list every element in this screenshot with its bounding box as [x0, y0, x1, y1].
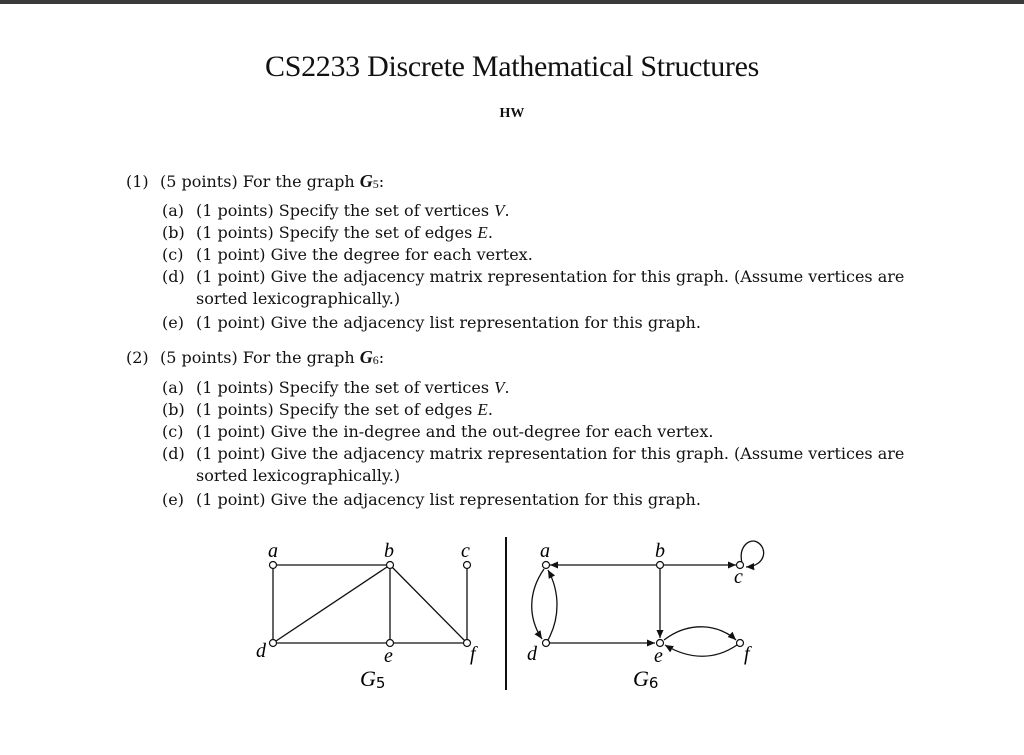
- g5-vertex-label: f: [470, 643, 476, 665]
- list-item: (c) (1 point) Give the in-degree and the out-degree for each vertex.: [162, 422, 714, 441]
- g5-vertex-label: a: [268, 540, 278, 562]
- g5-vertex: [387, 562, 394, 569]
- g6-vertex: [543, 562, 550, 569]
- g5-vertex-label: b: [384, 540, 394, 562]
- list-item: (a) (1 points) Specify the set of vertices V.: [162, 378, 510, 397]
- g6-vertex: [737, 640, 744, 647]
- g6-vertex-label: e: [654, 645, 663, 667]
- page-title: CS2233 Discrete Mathematical Structures: [264, 50, 759, 83]
- question-lead: (5 points) For the graph: [160, 172, 360, 191]
- list-item: (e) (1 point) Give the adjacency list representation for this graph.: [162, 313, 701, 332]
- question-number: (1): [126, 172, 149, 191]
- g6-self-loop: [741, 541, 763, 567]
- question-1-heading: (1) (5 points) For the graph $G_5$:: [126, 171, 385, 191]
- question-number: (2): [126, 348, 149, 367]
- list-item: (c) (1 point) Give the degree for each vertex.: [162, 245, 533, 264]
- g6-graph-label: G6: [633, 666, 659, 692]
- g5-graph-label: G5: [360, 666, 386, 692]
- list-item: (d) (1 point) Give the adjacency matrix representation for this graph. (Assume vertices are sorted lexicographically.): [162, 267, 905, 308]
- g5-vertex-label: d: [256, 640, 266, 662]
- g6-vertex-label: a: [540, 540, 550, 562]
- page-subtitle: HW: [499, 106, 525, 121]
- g6-vertices: [543, 562, 744, 647]
- g6-vertex-label: c: [734, 566, 743, 588]
- g5-vertex: [464, 562, 471, 569]
- g6-edge: [665, 645, 737, 656]
- g5-vertex-label: c: [461, 540, 470, 562]
- g5-vertex: [270, 562, 277, 569]
- g5-vertex: [270, 640, 277, 647]
- list-item: (a) (1 points) Specify the set of vertices V.: [162, 201, 510, 220]
- list-item: (e) (1 point) Give the adjacency list representation for this graph.: [162, 490, 701, 509]
- g5-vertices: [270, 562, 471, 647]
- g6-edges: [532, 541, 764, 656]
- question-lead: (5 points) For the graph: [160, 348, 360, 367]
- g6-edge: [548, 570, 557, 640]
- g6-vertex-label: d: [527, 643, 537, 665]
- g5-edge: [273, 565, 390, 643]
- g6-vertex: [657, 562, 664, 569]
- question-2-heading: (2) (5 points) For the graph $G_6$:: [126, 347, 385, 367]
- g5-vertex-label: e: [384, 645, 393, 667]
- g6-vertex: [543, 640, 550, 647]
- g5-edge: [390, 565, 467, 643]
- graph-symbol: $G_6$: [359, 347, 379, 367]
- graph-symbol: $G_5$: [359, 171, 379, 191]
- list-item: (b) (1 points) Specify the set of edges E.: [162, 400, 493, 419]
- g5-edges: [273, 565, 467, 643]
- g6-vertex-label: f: [744, 643, 750, 665]
- g6-edge: [664, 627, 736, 640]
- g6-edge: [532, 569, 544, 639]
- list-item: (b) (1 points) Specify the set of edges E.: [162, 223, 493, 242]
- g6-vertex-label: b: [655, 540, 665, 562]
- list-item: (d) (1 point) Give the adjacency matrix representation for this graph. (Assume vertices are sorted lexicographically.): [162, 444, 905, 485]
